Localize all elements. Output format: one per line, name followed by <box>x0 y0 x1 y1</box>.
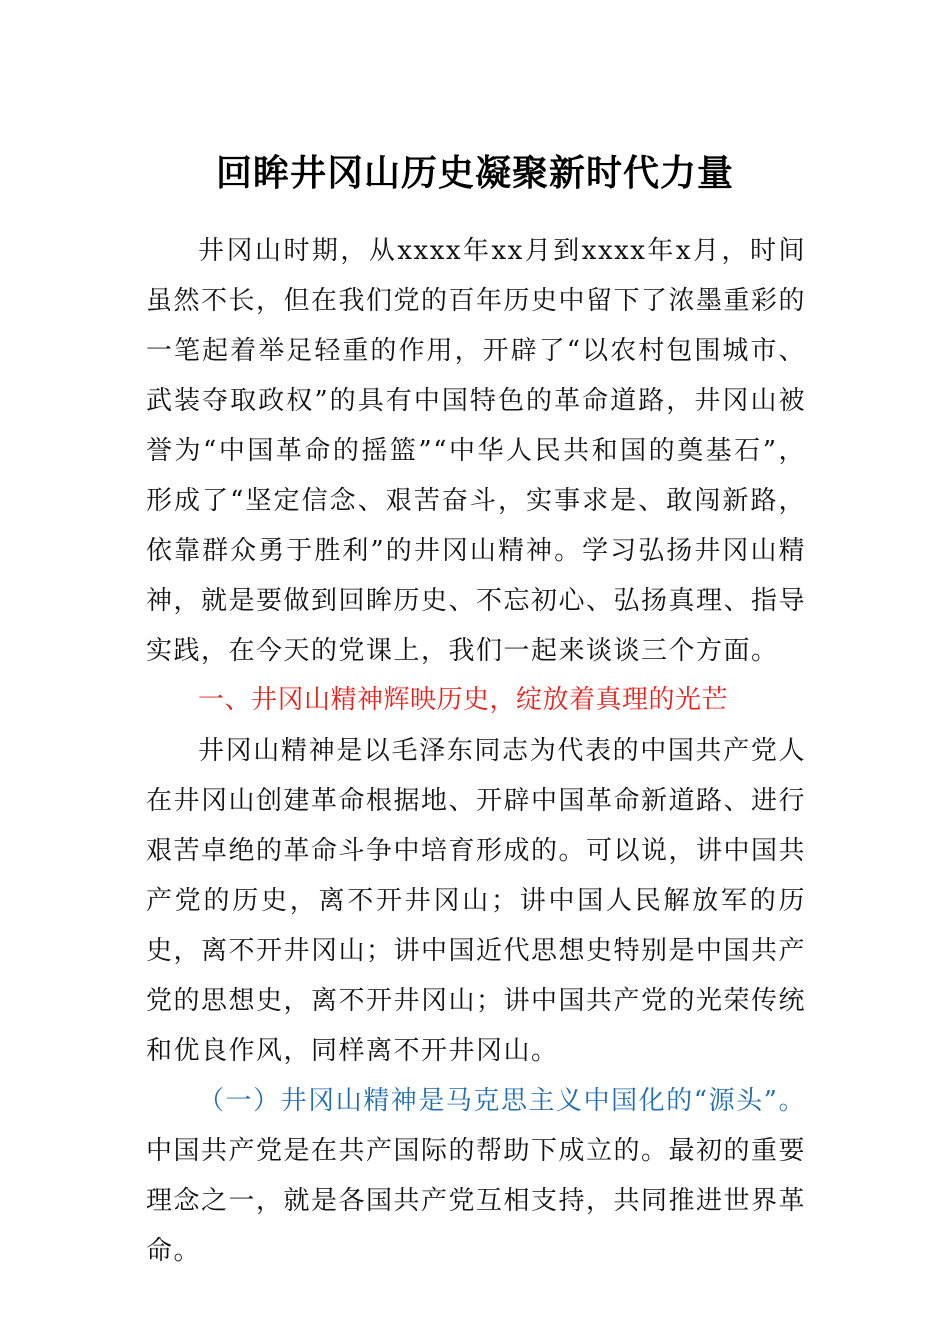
document-title: 回眸井冈山历史凝聚新时代力量 <box>215 152 734 194</box>
subsection-1-text: 中国共产党是在共产国际的帮助下成立的。最初的重要理念之一，就是各国共产党互相支持，共同推进世界革命。 <box>146 1136 807 1266</box>
section-heading-1: 一、井冈山精神辉映历史，绽放着真理的光芒 <box>198 685 729 715</box>
paragraph-section-1: 井冈山精神是以毛泽东同志为代表的中国共产党人在井冈山创建革命根据地、开辟中国革命新道路、进行艰苦卓绝的革命斗争中培育形成的。可以说，讲中国共产党的历史，离不开井冈山；讲中国人民解放军的历史，离不开井冈山；讲中国近代思想史特别是中国共产党的思想史，离不开井冈山；讲中国共产党的光荣传统和优良作风，同样离不开井冈山。 <box>146 736 807 1066</box>
paragraph-subsection-1 <box>146 1076 806 1276</box>
subsection-heading-1: （一）井冈山精神是马克思主义中国化的“源头”。 <box>198 1086 806 1116</box>
paragraph-intro: 井冈山时期，从xxxx年xx月到xxxx年x月，时间虽然不长，但在我们党的百年历史中留下了浓墨重彩的一笔起着举足轻重的作用，开辟了“以农村包围城市、武装夺取政权”的具有中国特色的革命道路，井冈山被誉为“中国革命的摇篮”“中华人民共和国的奠基石”，形成了“坚定信念、艰苦奋斗，实事求是、敢闯新路，依靠群众勇于胜利”的井冈山精神。学习弘扬井冈山精神，就是要做到回眸历史、不忘初心、弘扬真理、指导实践，在今天的党课上，我们一起来谈谈三个方面。 <box>146 236 807 666</box>
